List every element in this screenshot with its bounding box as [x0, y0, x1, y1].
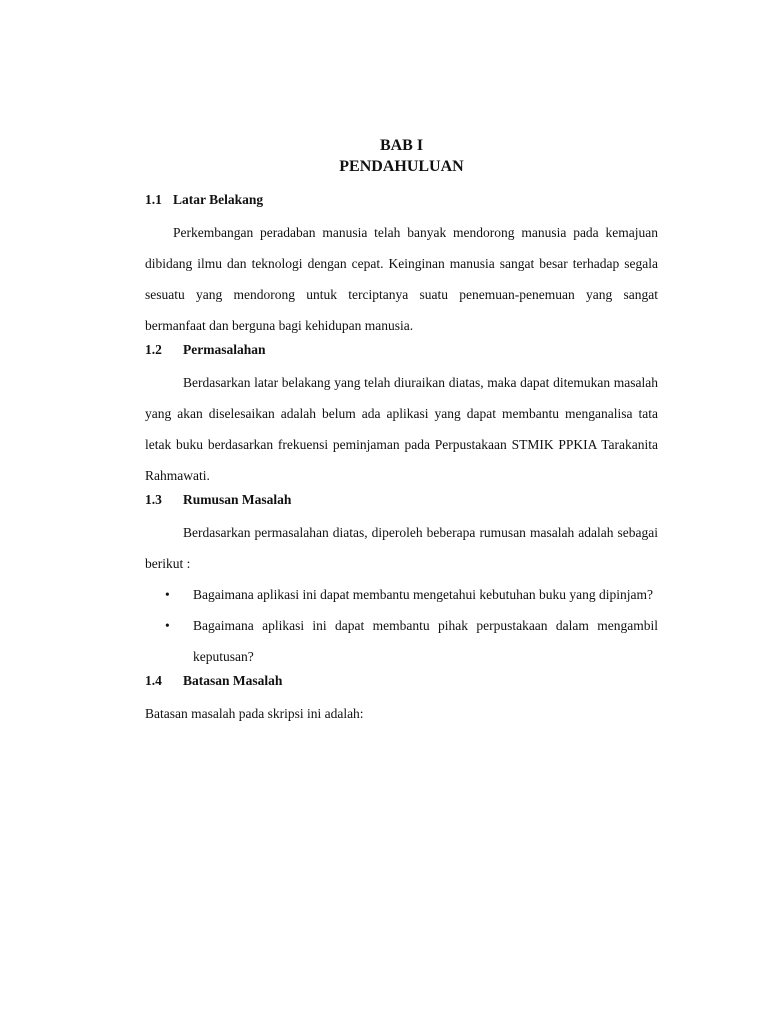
list-item: [145, 579, 658, 610]
section-title: Permasalahan: [183, 342, 266, 357]
section-title: Batasan Masalah: [183, 673, 283, 688]
list-item: [145, 610, 658, 672]
bullet-icon: •: [165, 618, 170, 633]
section-title: Latar Belakang: [173, 192, 264, 207]
paragraph-latar-belakang: Perkembangan peradaban manusia telah banyak mendorong manusia pada kemajuan dibidang ilmu dan teknologi dengan cepat. Keinginan manusia sangat besar terhadap segala sesuatu yang mendorong untuk terciptanya suatu penemuan-penemuan yang sangat bermanfaat dan berguna bagi kehidupan manusia.: [145, 225, 658, 333]
section-heading-rumusan-masalah: [145, 491, 658, 509]
section-number: 1.2: [145, 342, 162, 357]
list-item-text: Bagaimana aplikasi ini dapat membantu mengetahui kebutuhan buku yang dipinjam?: [193, 587, 654, 602]
paragraph-permasalahan: Berdasarkan latar belakang yang telah diuraikan diatas, maka dapat ditemukan masalah yang akan diselesaikan adalah belum ada aplikasi yang dapat membantu menganalisa tata letak buku berdasarkan frekuensi peminjaman pada Perpustakaan STMIK PPKIA Tarakanita Rahmawati.: [145, 375, 658, 483]
document-page: [145, 135, 658, 729]
paragraph-batasan-masalah: Batasan masalah pada skripsi ini adalah:: [145, 706, 364, 721]
section-heading-batasan-masalah: [145, 672, 658, 690]
section-number: 1.4: [145, 673, 162, 688]
section-title: Rumusan Masalah: [183, 492, 292, 507]
chapter-title: BAB I: [379, 137, 424, 154]
list-item-text: Bagaimana aplikasi ini dapat membantu pihak perpustakaan dalam mengambil keputusan?: [193, 618, 658, 664]
bullet-icon: •: [165, 587, 170, 602]
rumusan-masalah-list: [145, 579, 658, 672]
section-heading-permasalahan: [145, 341, 658, 359]
section-heading-latar-belakang: [145, 191, 658, 209]
section-number: 1.3: [145, 492, 162, 507]
paragraph-rumusan-masalah: Berdasarkan permasalahan diatas, diperoleh beberapa rumusan masalah adalah sebagai berikut :: [145, 525, 658, 571]
chapter-subtitle: PENDAHULUAN: [339, 158, 464, 175]
section-number: 1.1: [145, 192, 162, 207]
